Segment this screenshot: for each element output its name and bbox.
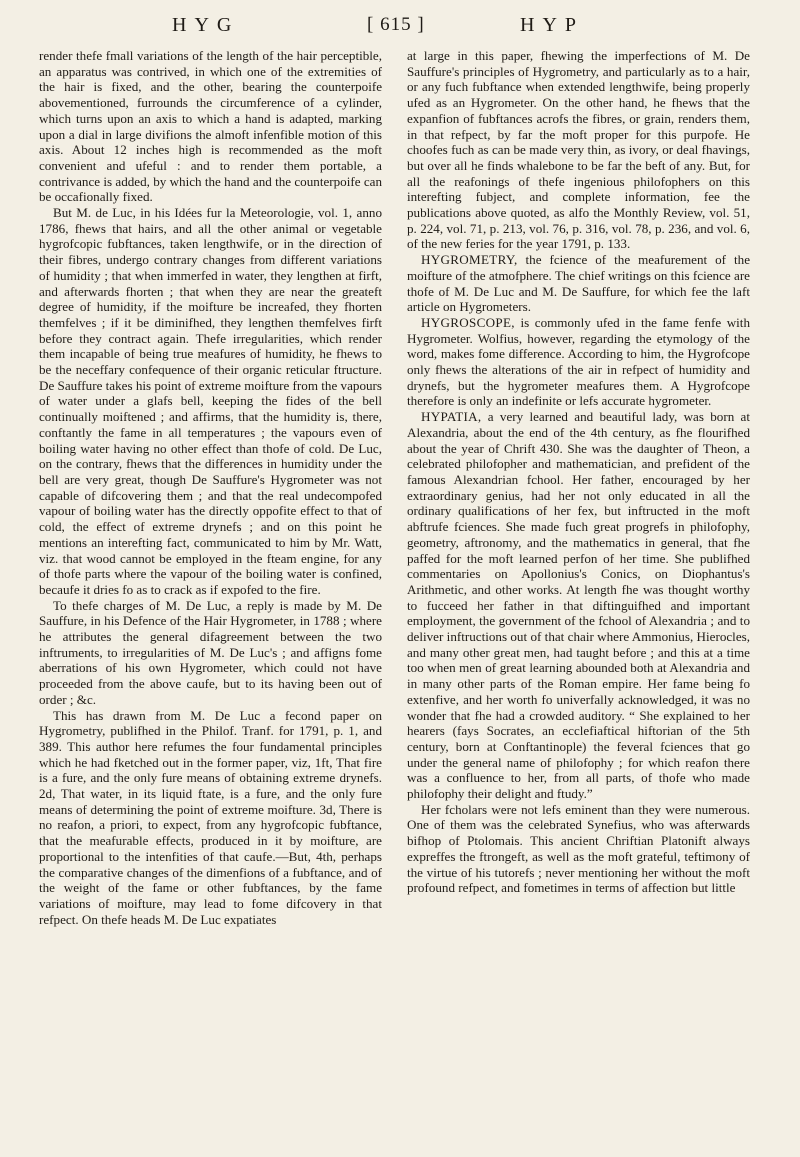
entry-term: HYGROMETRY, <box>421 252 518 268</box>
entry-text: a very learned and beautiful lady, was born at Alexandria, about the end of the 4th century, as fhe flourifhed about the year of Chrift 430. She was the daughter of Theon, a celebrated philofopher and mathematician, and prefident of the famous Alexandrian fchool. Her father, encouraged by her extraordinary genius, had her not only educated in all the ordinary qualifications of her fex, but inftructed in the moft abftrufe fciences. She made fuch great progrefs in philofophy, geometry, aftronomy, and the mathematics in general, that fhe paffed for the moft learned perfon of her time. She publifhed commentaries on Apollonius's Conics, on Diophantus's Arithmetic, and other works. At length fhe was thought worthy to fucceed her father in that diftinguifhed and important employment, the government of the fchool of Alexandria ; and to deliver inftructions out of that chair where Ammonius, Hierocles, and many other great men, had taught before ; and this at a time too when men of great learning abounded both at Alexandria and in many other parts of the Roman empire. Her fame being fo extenfive, and her worth fo univerfally acknowledged, it was no wonder that fhe had a crowded auditory. “ She explained to her hearers (fays Socrates, an ecclefiaftical hiftorian of the 5th century, born at Conftantinople) the feveral fciences that go under the general name of philofophy ; for which reafon there was a confluence to her, from all parts, of thofe who made philofophy their delight and ftudy.” <box>407 409 750 802</box>
running-head-right: HYP <box>520 14 585 36</box>
entry-text: the fcience of the meafurement of the moifture of the atmofphere. The chief writings on this fcience are thofe of M. De Luc and M. De Sauffure, for which fee the laft article on Hygrometers. <box>407 252 750 315</box>
right-column <box>407 48 750 896</box>
entry-term: HYGROSCOPE, <box>421 314 515 330</box>
left-column <box>39 48 382 927</box>
paragraph: Her fcholars were not lefs eminent than they were numerous. One of them was the celebrated Synefius, who was afterwards bifhop of Ptolomais. This ancient Chriftian Platonift always expreffes the ftrongeft, as well as the moft grateful, teftimony of the virtue of his tutorefs ; never mentioning her without the moft profound refpect, and fometimes in terms of affection but little <box>407 801 750 896</box>
entry-hypatia <box>407 409 750 802</box>
page-header <box>0 14 800 40</box>
paragraph: at large in this paper, fhewing the imperfections of M. De Sauffure's principles of Hygrometry, and particularly as to a hair, or any fuch fubftance when extended lengthwife, being properly ufed as an Hygrometer. On the other hand, he fhews that the expanfion of fubftances acrofs the fibres, or grain, renders them, in that refpect, by far the moft proper for this purpofe. He choofes fuch as can be made very thin, as ivory, or deal fhavings, but over all he finds whalebone to be far the beft of any. But, for all the reafonings of thefe ingenious philofophers on this interefting fubject, and complete information, fee the publications above quoted, as alfo the Monthly Review, vol. 51, p. 224, vol. 71, p. 213, vol. 76, p. 316, vol. 78, p. 236, and vol. 6, of the new feries for the year 1791, p. 133. <box>407 48 750 252</box>
paragraph: render thefe fmall variations of the length of the hair perceptible, an apparatus was contrived, in which one of the extremities of the hair is fixed, and the other, bearing the counterpoife abovementioned, furrounds the circumference of a cylinder, which turns upon an axis to which a hand is adapted, marking upon a dial in large divifions the almoft infenfible motion of this axis. About 12 inches high is recommended as the moft convenient and ufeful : and to render them portable, a contrivance is added, by which the hand and the counterpoife can be occafionally fixed. <box>39 48 382 205</box>
entry-hygrometry <box>407 252 750 315</box>
entry-hygroscope <box>407 315 750 409</box>
entry-text: is commonly ufed in the fame fenfe with Hygrometer. Wolfius, however, regarding the etymology of the word, makes fome difference. According to him, the Hygrofcope only fhews the alterations of the air in refpect of humidity and drynefs, but the hygrometer meafures them. A Hygrofcope therefore is only an indefinite or lefs accurate hygrometer. <box>407 314 750 409</box>
paragraph: But M. de Luc, in his Idées fur la Meteorologie, vol. 1, anno 1786, fhews that hairs, and all the other animal or vegetable hygrofcopic fubftances, taken lengthwife, or in the direction of their fibres, undergo contrary changes from different variations of humidity ; that when immerfed in water, they lengthen at firft, and afterwards fhorten ; that when they are near the greateft degree of humidity, if the moifture be increafed, they fhorten themfelves ; if it be diminifhed, they lengthen themfelves firft before they contract again. Thefe irregularities, which render them incapable of being true meafures of humidity, he fhews to be the neceffary confequence of their organic reticular ftructure. De Sauffure takes his point of extreme moifture from the vapours of water under a glafs bell, keeping the fides of the bell continually moiftened ; and affirms, that the humidity is, there, conftantly the fame in all temperatures ; the vapours even of boiling water having no other effect than thofe of cold. De Luc, on the contrary, fhews that the differences in humidity under the bell are very great, though De Sauffure's Hygrometer was not capable of difcovering them ; and that the real undecompofed vapour of boiling water has the directly oppofite effect to that of cold, the effect of extreme drynefs ; and on this point he mentions an interefting fact, communicated to him by Mr. Watt, viz. that wood cannot be employed in the fteam engine, for any of thofe parts where the vapour of the boiling water is confined, becaufe it dries fo as to crack as if expofed to the fire. <box>39 205 383 597</box>
paragraph: To thefe charges of M. De Luc, a reply is made by M. De Sauffure, in his Defence of the Hair Hygrometer, in 1788 ; where he attributes the general difagreement between the two inftruments, to irregularities of M. De Luc's ; and affigns fome aberrations of his own Hygrometer, which could not have proceeded from the above caufe, but to its having been out of order ; &c. <box>39 597 382 707</box>
paragraph: This has drawn from M. De Luc a fecond paper on Hygrometry, publifhed in the Philof. Tranf. for 1791, p. 1, and 389. This author here refumes the four fundamental principles which he had fketched out in the former paper, viz, 1ft, That fire is a fure, and the only fure means of obtaining extreme drynefs. 2d, That water, in its liquid ftate, is a fure, and the only fure means of determining the point of extreme moifture. 3d, There is no reafon, a priori, to expect, from any hygrofcopic fubftance, that the meafurable effects, produced in it by moifture, are proportional to the intenfities of that caufe.—But, 4th, perhaps the comparative changes of the dimenfions of a fubftance, and of the weight of the fame or other fubftances, by the fame variations of moifture, may lead to fome difcovery in that refpect. On thefe heads M. De Luc expatiates <box>39 707 382 927</box>
page-number: [ 615 ] <box>367 14 425 35</box>
entry-term: HYPATIA, <box>421 409 482 425</box>
running-head-left: HYG <box>172 14 240 36</box>
